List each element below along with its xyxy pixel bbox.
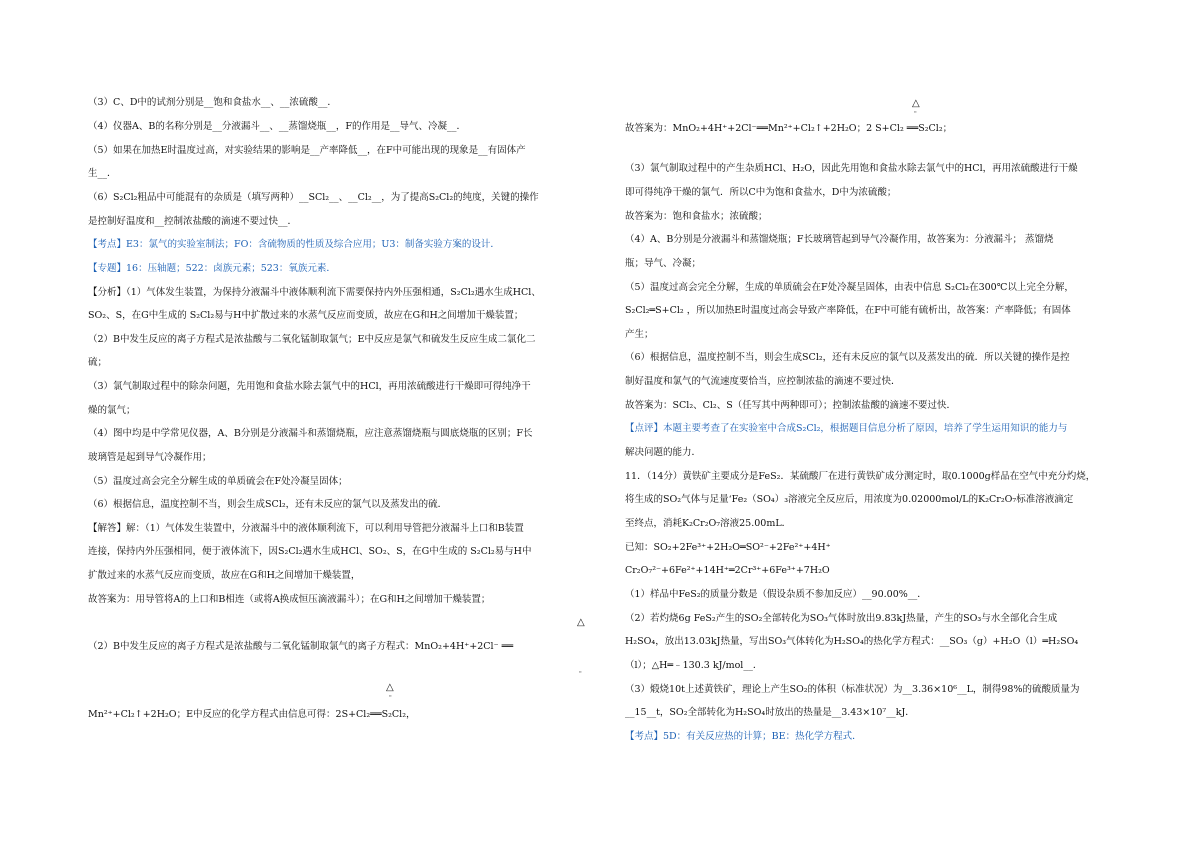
- right-line-2: （3）氯气制取过程中的产生杂质HCl、H₂O，因此先用饱和食盐水除去氯气中的HCl，再用浓硫酸进行干燥: [625, 163, 1078, 174]
- right-line-11: 制好温度和氯气的气流速度要恰当，应控制浓盐的滴速不要过快．: [625, 376, 901, 387]
- right-line-26: 【考点】5D：有关反应热的计算；BE：热化学方程式．: [625, 731, 862, 742]
- left-line-9: 【分析】（1）气体发生装置，为保持分液漏斗中液体顺利流下需要保持内外压强相通，S₂Cl₂遇水生成HCl、: [88, 287, 541, 298]
- left-line-1: （3）C、D中的试剂分别是__饱和食盐水__、__浓硫酸__．: [88, 97, 337, 108]
- right-line-4: 故答案为：饱和食盐水；浓硫酸；: [625, 211, 768, 222]
- left-line-17: （5）温度过高会完全分解生成的单质硫会在F处冷凝呈固体；: [88, 476, 348, 487]
- right-line-1: 故答案为：MnO₂+4H⁺+2Cl⁻══Mn²⁺+Cl₂↑+2H₂O；2 S+Cl₂ ══S₂Cl₂；: [625, 123, 953, 134]
- right-line-6: 瓶；导气、冷凝；: [625, 258, 702, 269]
- right-line-3: 即可得纯净干燥的氯气．所以C中为饱和食盐水，D中为浓硫酸；: [625, 187, 897, 198]
- left-line-19: 【解答】解：（1）气体发生装置中，分液漏斗中的液体顺利流下，可以利用导管把分液漏斗上口和B装置: [88, 523, 524, 534]
- left-line-10: SO₂、S，在G中生成的 S₂Cl₂易与H中扩散过来的水蒸气反应而变质，故应在G和H之间增加干燥装置；: [88, 310, 524, 321]
- left-line-14: 燥的氯气；: [88, 405, 136, 416]
- left-line-13: （3）氯气制取过程中的除杂问题，先用饱和食盐水除去氯气中的HCl，再用浓硫酸进行干燥即可得纯净干: [88, 381, 531, 392]
- right-line-23: （l）；△H═﹣130.3 kJ/mol__．: [625, 660, 763, 671]
- heat-triangle-symbol: △: [577, 617, 585, 628]
- heat-mark: ": [389, 695, 392, 702]
- heat-triangle-symbol: △: [386, 682, 394, 693]
- right-line-21: （2）若灼烧6g FeS₂产生的SO₂全部转化为SO₃气体时放出9.83kJ热量，产生的SO₃与水全部化合生成: [625, 613, 1058, 624]
- heat-mark: ": [914, 111, 917, 118]
- left-line-3: （5）如果在加热E时温度过高，对实验结果的影响是__产率降低__，在F中可能出现的现象是__有固体产: [88, 145, 526, 156]
- right-line-9: 产生；: [625, 329, 654, 340]
- right-line-19: Cr₂O₇²⁻+6Fe²⁺+14H⁺═2Cr³⁺+6Fe³⁺+7H₂O: [625, 565, 830, 576]
- heat-mark: ": [579, 671, 582, 678]
- right-line-22: H₂SO₄，放出13.03kJ热量，写出SO₃气体转化为H₂SO₄的热化学方程式：__SO₃（g）+H₂O（l）═H₂SO₄: [625, 636, 1079, 647]
- left-line-11: （2）B中发生反应的离子方程式是浓盐酸与二氧化锰制取氯气；E中反应是氯气和硫发生反应生成二氯化二: [88, 334, 536, 345]
- left-line-21: 扩散过来的水蒸气反应而变质，故应在G和H之间增加干燥装置，: [88, 570, 361, 581]
- left-line-22: 故答案为：用导管将A的上口和B相连（或将A换成恒压滴液漏斗）；在G和H之间增加干燥装置；: [88, 594, 491, 605]
- right-line-8: S₂Cl₂═S+Cl₂ ，所以加热E时温度过高会导致产率降低，在F中可能有硫析出，故答案：产率降低；有固体: [625, 305, 1071, 316]
- left-line-15: （4）图中均是中学常见仪器，A、B分别是分液漏斗和蒸馏烧瓶，应注意蒸馏烧瓶与圆底烧瓶的区别；F长: [88, 428, 533, 439]
- heat-triangle-symbol: △: [912, 98, 920, 109]
- right-line-15: 11．（14分）黄铁矿主要成分是FeS₂．某硫酸厂在进行黄铁矿成分测定时，取0.1000g样品在空气中充分灼烧，: [625, 471, 1096, 482]
- left-line-6: 是控制好温度和__控制浓盐酸的滴速不要过快__．: [88, 216, 298, 227]
- left-line-20: 连接，保持内外压强相同，便于液体流下，因S₂Cl₂遇水生成HCl、SO₂、S，在G中生成的 S₂Cl₂易与H中: [88, 546, 532, 557]
- right-line-18: 已知：SO₂+2Fe³⁺+2H₂O═SO²⁻+2Fe²⁺+4H⁺: [625, 542, 831, 553]
- right-line-24: （3）煅烧10t上述黄铁矿，理论上产生SO₂的体积（标准状况）为__3.36×10⁶__L，制得98%的硫酸质量为: [625, 684, 1080, 695]
- left-line-16: 玻璃管是起到导气冷凝作用；: [88, 452, 212, 463]
- right-line-25: __15__t，SO₂全部转化为H₂SO₄时放出的热量是__3.43×10⁷__kJ．: [625, 707, 915, 718]
- left-line-7: 【考点】E3：氯气的实验室制法；FO：含硫物质的性质及综合应用；U3：制备实验方案的设计．: [88, 239, 500, 250]
- left-line-2: （4）仪器A、B的名称分别是__分液漏斗__、__蒸馏烧瓶__，F的作用是__导气、冷凝__．: [88, 121, 466, 132]
- left-line-4: 生__．: [88, 168, 117, 179]
- right-line-10: （6）根据信息，温度控制不当，则会生成SCl₂，还有未反应的氯气以及蒸发出的硫．所以关键的操作是控: [625, 352, 1070, 363]
- left-line-8: 【专题】16：压轴题；522：卤族元素；523：氧族元素．: [88, 263, 336, 274]
- left-line-24: Mn²⁺+Cl₂↑+2H₂O；E中反应的化学方程式由信息可得：2S+Cl₂══S₂Cl₂，: [88, 709, 416, 720]
- right-line-13: 【点评】本题主要考查了在实验室中合成S₂Cl₂，根据题目信息分析了原因，培养了学生运用知识的能力与: [625, 423, 1068, 434]
- right-line-5: （4）A、B分别是分液漏斗和蒸馏烧瓶；F长玻璃管起到导气冷凝作用，故答案为：分液漏斗； 蒸馏烧: [625, 234, 1054, 245]
- right-line-16: 将生成的SO₂气体与足量‘Fe₂（SO₄）₃溶液完全反应后，用浓度为0.02000mol/L的K₂Cr₂O₇标准溶液滴定: [625, 494, 1074, 505]
- left-line-5: （6）S₂Cl₂粗品中可能混有的杂质是（填写两种）__SCl₂__、__Cl₂__，为了提高S₂Cl₂的纯度，关键的操作: [88, 192, 539, 203]
- right-line-17: 至终点，消耗K₂Cr₂O₇溶液25.00mL．: [625, 518, 792, 529]
- right-line-12: 故答案为：SCl₂、Cl₂、S（任写其中两种即可）；控制浓盐酸的滴速不要过快．: [625, 400, 956, 411]
- left-line-23: （2）B中发生反应的离子方程式是浓盐酸与二氧化锰制取氯气的离子方程式：MnO₂+4H⁺+2Cl⁻ ══: [88, 641, 514, 652]
- left-line-18: （6）根据信息，温度控制不当，则会生成SCl₂，还有未反应的氯气以及蒸发出的硫．: [88, 499, 448, 510]
- left-line-12: 硫；: [88, 357, 108, 368]
- right-line-14: 解决问题的能力．: [625, 447, 702, 458]
- right-line-20: （1）样品中FeS₂的质量分数是（假设杂质不参加反应）__90.00%__．: [625, 589, 927, 600]
- right-line-7: （5）温度过高会完全分解，生成的单质硫会在F处冷凝呈固体，由表中信息 S₂Cl₂在300℃以上完全分解，: [625, 282, 1074, 293]
